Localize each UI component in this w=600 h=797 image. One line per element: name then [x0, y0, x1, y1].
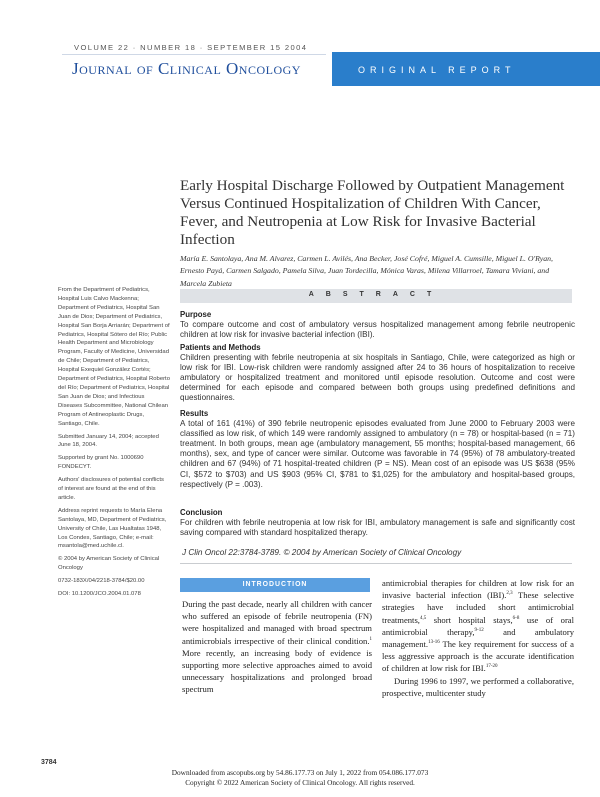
submission-dates: Submitted January 14, 2004; accepted June 18, 2004.: [58, 433, 159, 449]
issn: 0732-183X/04/2218-3784/$20.00: [58, 578, 145, 585]
section-label: ORIGINAL REPORT: [358, 65, 516, 75]
affiliations: From the Department of Pediatrics, Hospital Luis Calvo Mackenna; Department of Pediatrics, Hospital San Juan de Dios; Department of Pediatrics, Hospital San Borja Arriarán; Department of Pediatrics, Hospital Sótero del Río; Public Health Department and Microbiology Program, Faculty of Medicine, Universidad de Chile; Department of Pediatrics, Hospital Exequiel González Cortés; Department of Pediatrics, Hospital Roberto del Río; Department of Pediatrics, Hospital San Juan de Dios; and Infectious Diseases Subcommittee, National Chilean Program of Antineoplastic Drugs, Santiago, Chile.: [58, 287, 170, 427]
intro-paragraph: During the past decade, nearly all children with cancer who suffered an episode of febrile neutropenia (FN) were hospitalized and managed with broad spectrum antimicrobials irrespective of their clinical condition.$^1$ More recently, an increasing body of evidence is supporting more selective approaches aimed to avoid unnecessary hospitalizations and prolonged broad spectrum: [182, 599, 372, 695]
abstract-text: Children presenting with febrile neutropenia at six hospitals in Santiago, Chile, were categorized as high or low risk for IBI. Low-risk children were randomly assigned after 24 to 36 hours of hospitalization to receive ambulatory or hospitalized treatment and monitored until episode resolution. Outcome and cost were determined for each episode and compared between both groups using predefined definitions and questionnaires.: [180, 353, 575, 403]
intro-column-right: [382, 577, 574, 699]
copyright-line: Copyright © 2022 American Society of Clinical Oncology. All rights reserved.: [185, 777, 415, 787]
abstract-text: A total of 161 (41%) of 390 febrile neutropenic episodes evaluated from June 2000 to February 2003 were classified as low risk, of which 149 were randomly assigned to ambulatory (n = 78) or hospital-based (n = 71) treatment. In both groups, mean age (ambulatory management, 55 months; hospital-based management, 66 months), sex, and type of cancer were similar. Outcome was favorable in 74 (95%) of 78 ambulatory-treated children and 67 (94%) of 71 hospital-treated children (P = NS). Mean cost of an episode was US $638 (95% CI, $572 to $703) and US $903 (95% CI, $781 to $1,025) for the ambulatory and hospital-based groups, respectively (P = .003).: [180, 419, 575, 489]
journal-name: Journal of Clinical Oncology: [72, 59, 301, 78]
abstract-purpose: [180, 310, 575, 340]
intro-paragraph: During 1996 to 1997, we performed a collaborative, prospective, multicenter study: [382, 675, 574, 698]
abstract-heading: Results: [180, 409, 209, 418]
reference-marker: 9-12: [474, 627, 484, 633]
intro-heading: INTRODUCTION: [242, 581, 308, 588]
divider: [180, 563, 572, 564]
abstract-results: [180, 409, 575, 490]
grant-support: Supported by grant No. 1000690 FONDECYT.: [58, 455, 144, 471]
affiliation-sidebar: [58, 286, 170, 603]
author-list: María E. Santolaya, Ana M. Alvarez, Carmen L. Avilés, Ana Becker, José Cofré, Miguel A. Cumsille, Miguel L. O'Ryan, Ernesto Payá, Carmen Salgado, Pamela Silva, Juan Tordecilla, Mónica Varas, Milena Villarroel, Tamara Viviani, and Marcela Zubieta: [180, 254, 553, 288]
copyright-notice: © 2004 by American Society of Clinical Oncology: [58, 556, 160, 572]
abstract-heading: Conclusion: [180, 508, 223, 517]
reprint-address: Address reprint requests to María Elena Santolaya, MD, Department of Pediatrics, University of Chile, Las Hualtatas 1948, Los Condes, Santiago, Chile; e-mail: msantola@med.uchile.cl.: [58, 507, 167, 550]
reference-marker: 6-8: [512, 615, 520, 621]
volume-line: VOLUME 22 · NUMBER 18 · SEPTEMBER 15 2004: [74, 43, 308, 52]
download-line: Downloaded from ascopubs.org by 54.86.177.73 on July 1, 2022 from 054.086.177.073: [171, 768, 429, 777]
abstract-label: ABSTRACT: [308, 291, 444, 298]
abstract-heading: Purpose: [180, 310, 212, 319]
reference-marker: 13-16: [428, 640, 440, 646]
intro-paragraph: antimicrobial therapies for children at low risk for an invasive bacterial infection (IBI).$^{2,3}$ These selective strategies have included short antimicrobial treatments,$^{4,5}$ short hospital stays,$^{6-8}$ use of oral antimicrobial therapy,$^{9-12}$ and ambulatory management.$^{13-16}$ The key requirement for success of a less aggressive approach is the accurate identification of children at low risk for IBI.$^{17-20}$: [382, 578, 575, 674]
abstract-conclusion: [180, 508, 575, 538]
page-number: 3784: [41, 759, 57, 766]
reference-marker: 4,5: [419, 615, 427, 621]
reference-marker: 2,3: [506, 591, 513, 597]
reference-marker: 17-20: [485, 664, 498, 670]
abstract-text: To compare outcome and cost of ambulatory versus hospitalized management among febrile neutropenic children at low risk for invasive bacterial infection (IBI).: [180, 320, 575, 340]
abstract-text: For children with febrile neutropenia at low risk for IBI, ambulatory management is safe and significantly cost saving compared with standard hospitalized therapy.: [180, 518, 575, 538]
reference-marker: 1: [369, 636, 372, 642]
disclosures: Authors' disclosures of potential conflicts of interest are found at the end of this article.: [58, 477, 164, 501]
doi: DOI: 10.1200/JCO.2004.01.078: [58, 591, 141, 598]
abstract-heading: Patients and Methods: [180, 343, 261, 352]
citation: J Clin Oncol 22:3784-3789. © 2004 by American Society of Clinical Oncology: [182, 548, 462, 557]
download-notice: [0, 768, 600, 787]
abstract-methods: [180, 343, 575, 404]
article-title: Early Hospital Discharge Followed by Outpatient Management Versus Continued Hospitalization of Children With Cancer, Fever, and Neutropenia at Low Risk for Invasive Bacterial Infection: [180, 177, 565, 248]
